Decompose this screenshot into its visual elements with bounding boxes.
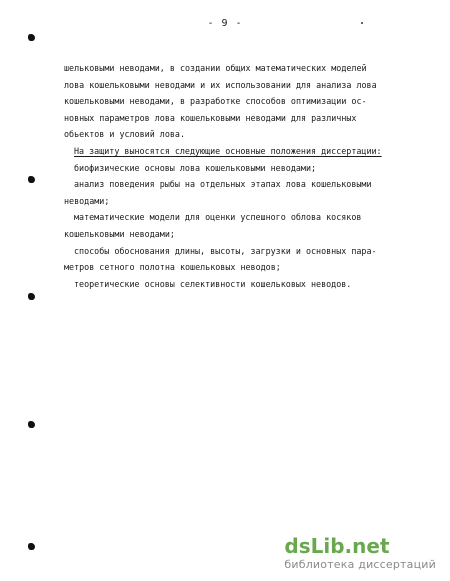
logo-lib: Lib: [310, 534, 345, 558]
text-line: метров сетного полотна кошельковых неводов;: [64, 262, 281, 273]
margin-mark: [28, 421, 35, 428]
list-item: биофизические основы лова кошельковыми неводами;: [74, 162, 317, 173]
scan-speck: [361, 22, 363, 24]
margin-mark: [28, 543, 35, 550]
logo-net: net: [352, 534, 390, 558]
list-item: математические модели для оценки успешного облова косяков: [74, 212, 362, 223]
text-line: неводами;: [64, 195, 110, 206]
section-heading: На защиту выносятся следующие основные положения диссертации:: [74, 145, 382, 156]
text-line: кошельковыми неводами, в разработке способов оптимизации ос-: [64, 96, 367, 107]
logo-dot: .: [344, 534, 353, 558]
text-line: обьектов и условий лова.: [64, 129, 186, 140]
text-line: кошельковыми неводами;: [64, 228, 175, 239]
list-item: теоретические основы селективности кошельковых неводов.: [74, 278, 352, 289]
watermark: [284, 536, 436, 571]
logo-ds: ds: [284, 534, 311, 558]
page-number: - 9 -: [207, 18, 243, 29]
list-item: способы обоснования длины, высоты, загрузки и основных пара-: [74, 245, 377, 256]
watermark-logo: [284, 536, 436, 556]
margin-mark: [28, 34, 35, 41]
list-item: анализ поведения рыбы на отдельных этапах лова кошельковыми: [74, 179, 372, 190]
margin-mark: [28, 293, 35, 300]
watermark-subtitle: библиотека диссертаций: [284, 558, 436, 571]
body-text: [64, 60, 404, 292]
text-line: шельковыми неводами, в создании общих математических моделей: [64, 63, 367, 73]
text-line: новных параметров лова кошельковыми неводами для различных: [64, 112, 357, 123]
margin-mark: [28, 176, 35, 183]
text-line: лова кошельковыми неводами и их использовании для анализа лова: [64, 79, 377, 90]
